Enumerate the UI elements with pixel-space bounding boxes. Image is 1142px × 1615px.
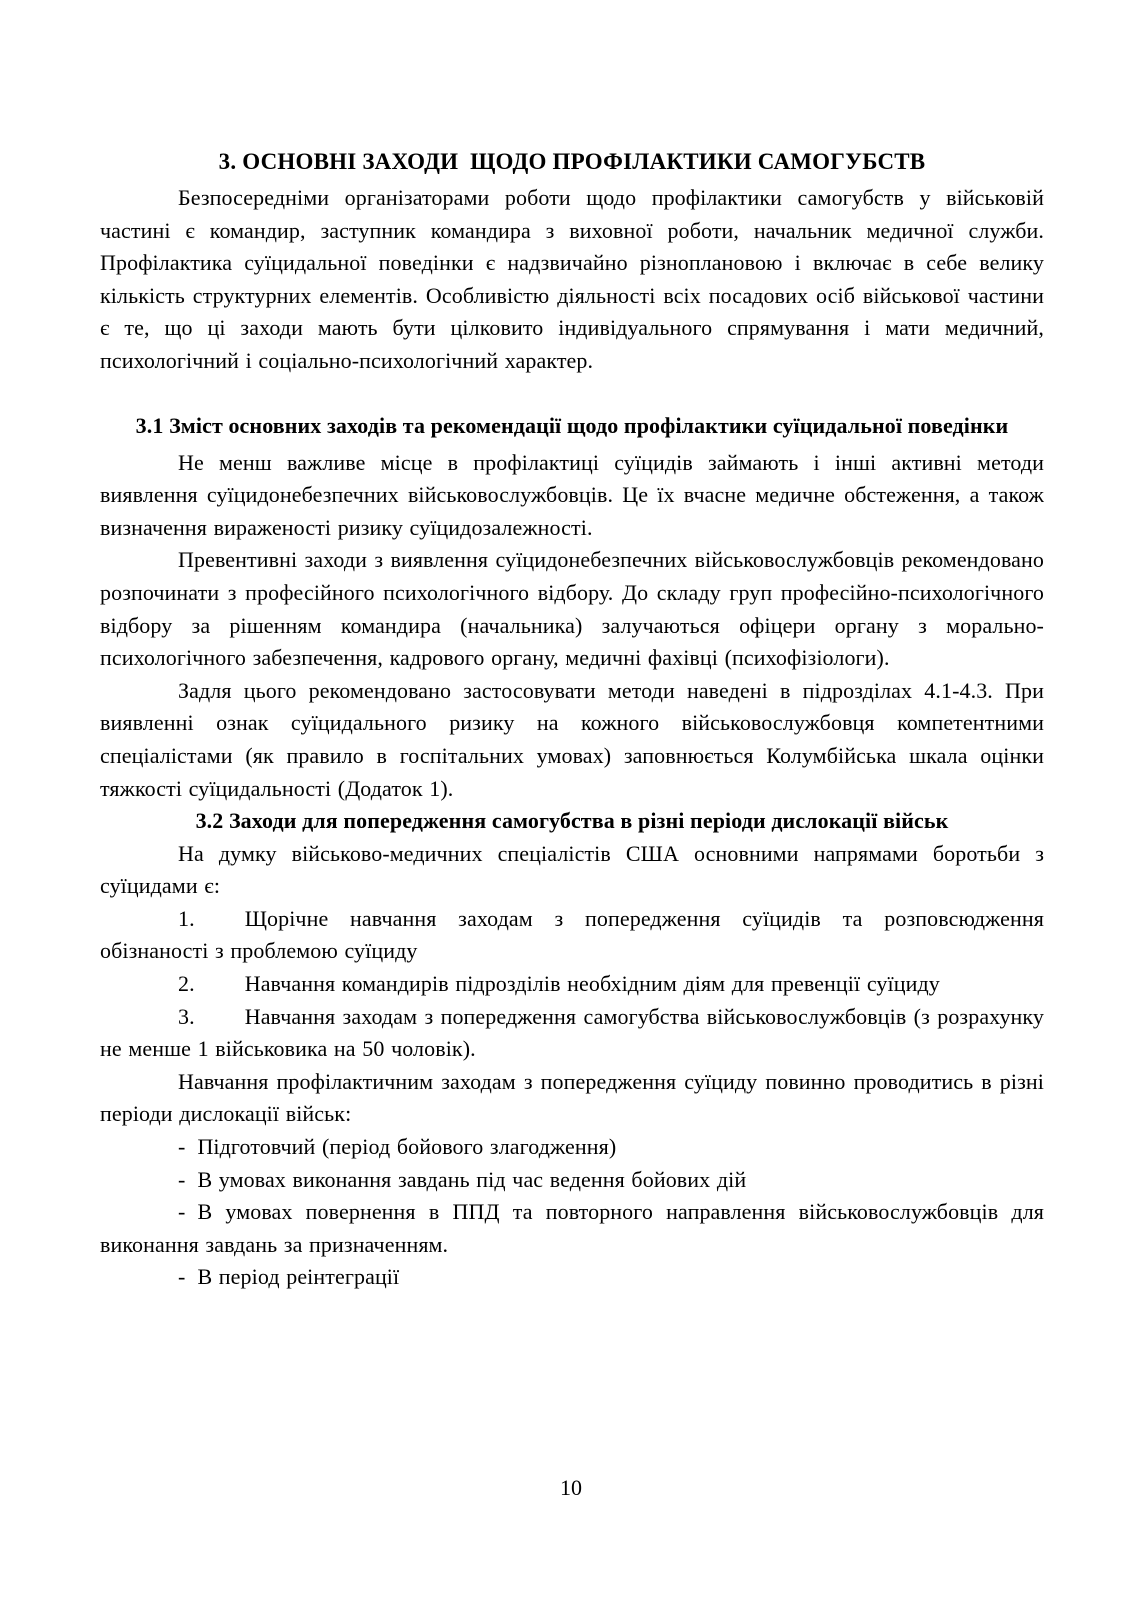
- dash-item-1: [100, 1131, 1044, 1164]
- numbered-item-2-text: Навчання командирів підрозділів необхідним діям для превенції суїциду: [244, 971, 940, 997]
- dash-item-4-text: В період реінтеграції: [197, 1264, 400, 1290]
- dash-item-1-marker: -: [178, 1134, 186, 1160]
- dash-item-2-text: В умовах виконання завдань під час ведення бойових дій: [197, 1166, 747, 1192]
- section-3-2-heading: 3.2 Заходи для попередження самогубства в різні періоди дислокації військ: [195, 808, 949, 834]
- numbered-item-3-text: Навчання заходам з попередження самогубства військовослужбовців (з розрахунку не менше 1 військовика на 50 чоловік).: [100, 1003, 1044, 1062]
- document-title: 3. ОСНОВНІ ЗАХОДИ ЩОДО ПРОФІЛАКТИКИ САМОГУБСТВ: [218, 149, 926, 174]
- numbered-item-1: [100, 903, 1044, 968]
- numbered-item-1-text: Щорічне навчання заходам з попередження суїцидів та розповсюдження обізнаності з проблемою суїциду: [100, 905, 1044, 964]
- dash-item-1-text: Підготовчий (період бойового злагодження): [197, 1134, 617, 1160]
- numbered-item-1-marker: 1.: [178, 905, 195, 931]
- dash-item-2-marker: -: [178, 1166, 186, 1192]
- section-3-2-lead-paragraph: На думку військово-медичних спеціалістів США основними напрямами боротьби з суїцидами є:: [100, 840, 1044, 899]
- dash-item-3: [100, 1196, 1044, 1261]
- dash-item-2: [100, 1164, 1044, 1197]
- numbered-item-2: [100, 968, 1044, 1001]
- numbered-item-3: [100, 1001, 1044, 1066]
- dash-item-4-marker: -: [178, 1264, 186, 1290]
- section-3-1-paragraph-1: Не менш важливе місце в профілактиці суїцидів займають і інші активні методи виявлення суїцидонебезпечних військовослужбовців. Це їх вчасне медичне обстеження, а також визначення вираженості ризику суїцидозалежності.: [100, 449, 1044, 540]
- dash-item-4: [100, 1261, 1044, 1294]
- training-periods-paragraph: Навчання профілактичним заходам з попередження суїциду повинно проводитись в різні періоди дислокації військ:: [100, 1068, 1044, 1127]
- numbered-item-2-marker: 2.: [178, 971, 195, 997]
- section-3-1-heading: 3.1 Зміст основних заходів та рекомендації щодо профілактики суїцидальної поведінки: [135, 412, 1009, 438]
- section-3-1-paragraph-3: Задля цього рекомендовано застосовувати методи наведені в підрозділах 4.1-4.3. При виявленні ознак суїцидального ризику на кожного військовослужбовця компетентними спеціалістами (як правило в госпітальних умовах) заповнюється Колумбійська шкала оцінки тяжкості суїцидальності (Додаток 1).: [100, 677, 1044, 801]
- dash-item-3-text: В умовах повернення в ППД та повторного направлення військовослужбовців для виконання завдань за призначенням.: [100, 1199, 1044, 1257]
- numbered-item-3-marker: 3.: [178, 1003, 195, 1029]
- dash-item-3-marker: -: [178, 1199, 186, 1225]
- page-number: 10: [560, 1475, 582, 1500]
- section-3-1-paragraph-2: Превентивні заходи з виявлення суїцидонебезпечних військовослужбовців рекомендовано розпочинати з професійного психологічного відбору. До складу груп професійно-психологічного відбору за рішенням командира (начальника) залучаються офіцери органу з морально-психологічного забезпечення, кадрового органу, медичні фахівці (психофізіологи).: [100, 547, 1044, 671]
- intro-paragraph: Безпосередніми організаторами роботи щодо профілактики самогубств у військовій частині є командир, заступник командира з виховної роботи, начальник медичної служби. Профілактика суїцидальної поведінки є надзвичайно різноплановою і включає в себе велику кількість структурних елементів. Особливістю діяльності всіх посадових осіб військової частини є те, що ці заходи мають бути цілковито індивідуального спрямування і мати медичний, психологічний і соціально-психологічний характер.: [100, 185, 1044, 373]
